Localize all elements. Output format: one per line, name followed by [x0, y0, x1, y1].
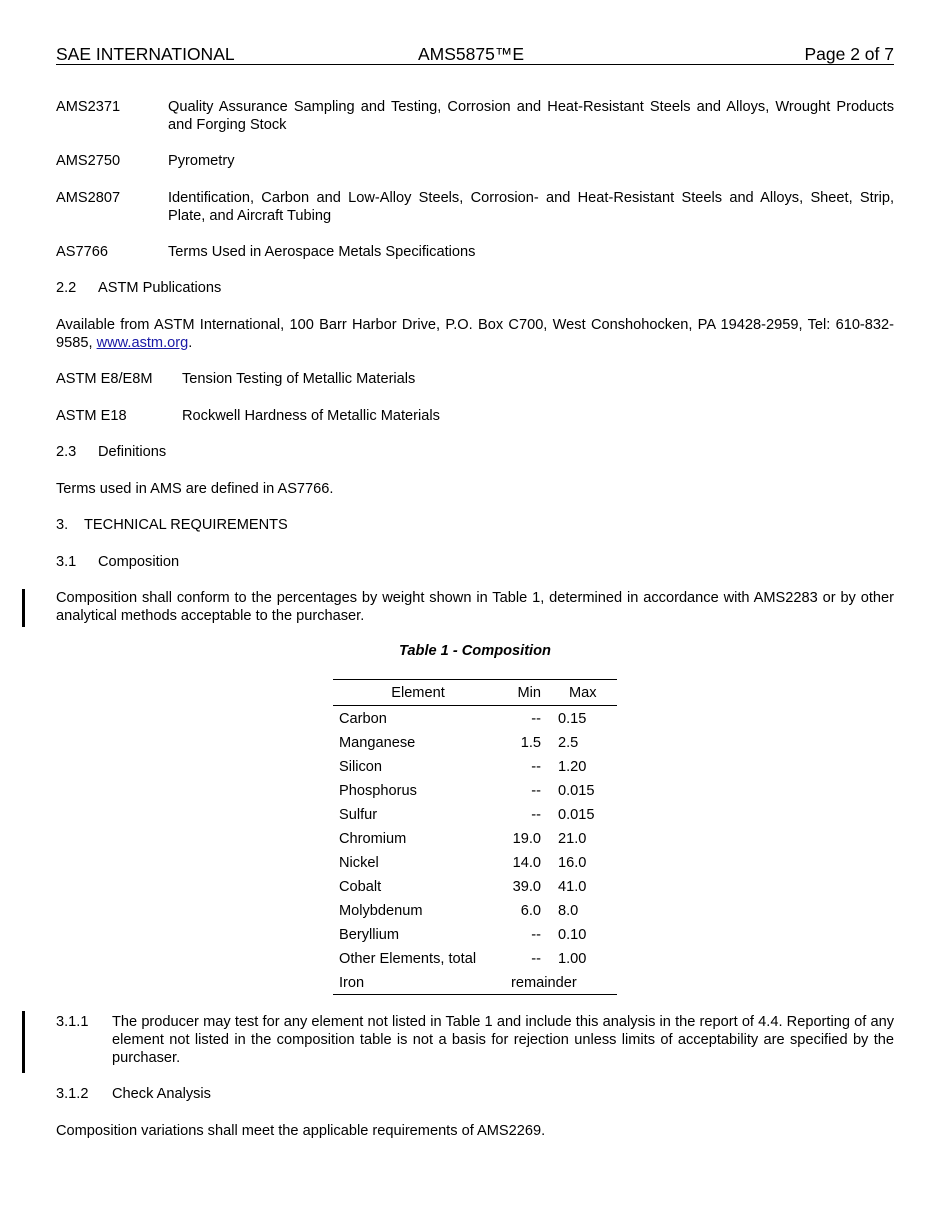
- section-number: 3.1: [56, 554, 77, 570]
- cell-max: 21.0: [558, 831, 587, 847]
- cell-min: 39.0: [512, 879, 541, 895]
- section-title: Composition: [98, 554, 180, 570]
- cell-element: Iron: [339, 975, 365, 991]
- reference-item: [56, 152, 894, 170]
- cell-element: Manganese: [339, 735, 416, 751]
- astm-availability-tail: .: [188, 335, 193, 351]
- section-body: The producer may test for any element not listed in Table 1 and include this analysis in the report of 4.4. Reporting of any element not listed in the composition table is not a basis for rejection unless limits of acceptability are specified by the purchaser.: [112, 1014, 894, 1066]
- section-title: Definitions: [98, 444, 167, 460]
- reference-code: ASTM E8/E8M: [56, 371, 153, 387]
- section-heading-3-1-2: [56, 1085, 894, 1103]
- section-heading-3: [56, 516, 894, 534]
- table-row: [333, 946, 617, 970]
- cell-remainder: remainder: [511, 975, 577, 991]
- cell-min: --: [531, 759, 541, 775]
- reference-item: [56, 370, 894, 388]
- reference-code: AS7766: [56, 244, 108, 260]
- cell-max: 0.015: [558, 807, 595, 823]
- cell-min: --: [531, 807, 541, 823]
- revision-change-bar: [22, 589, 25, 627]
- table-row: [333, 730, 617, 754]
- header-max: Max: [569, 685, 597, 701]
- table-row: [333, 898, 617, 922]
- table-caption: Table 1 - Composition: [399, 643, 551, 659]
- cell-element: Cobalt: [339, 879, 382, 895]
- cell-max: 0.10: [558, 927, 587, 943]
- revision-change-bar: [22, 1011, 25, 1073]
- cell-min: 6.0: [520, 903, 541, 919]
- cell-max: 8.0: [558, 903, 579, 919]
- reference-title: Identification, Carbon and Low-Alloy Steels, Corrosion- and Heat-Resistant Steels and Alloys, Sheet, Strip, Plate, and Aircraft Tubing: [168, 190, 894, 224]
- section-heading-3-1: [56, 553, 894, 571]
- reference-code: AMS2371: [56, 99, 121, 115]
- table-row: [333, 850, 617, 874]
- table-row: [333, 922, 617, 946]
- cell-element: Phosphorus: [339, 783, 417, 799]
- header-org: SAE INTERNATIONAL: [56, 44, 235, 64]
- cell-max: 1.00: [558, 951, 587, 967]
- cell-max: 16.0: [558, 855, 587, 871]
- section-title: TECHNICAL REQUIREMENTS: [84, 517, 288, 533]
- table-row: [333, 874, 617, 898]
- section-3-1-1: [56, 1013, 894, 1067]
- section-title: ASTM Publications: [98, 280, 222, 296]
- cell-element: Beryllium: [339, 927, 400, 943]
- astm-website-link[interactable]: www.astm.org: [96, 335, 189, 351]
- cell-element: Molybdenum: [339, 903, 423, 919]
- reference-code: AMS2750: [56, 153, 121, 169]
- cell-min: --: [531, 951, 541, 967]
- reference-title: Terms Used in Aerospace Metals Specifications: [168, 244, 476, 260]
- astm-availability-paragraph: [56, 316, 894, 352]
- reference-title: Rockwell Hardness of Metallic Materials: [182, 408, 440, 424]
- header-doc-number: AMS5875™E: [418, 44, 525, 64]
- reference-code: AMS2807: [56, 190, 121, 206]
- header-element: Element: [391, 685, 445, 701]
- section-number: 2.3: [56, 444, 77, 460]
- cell-max: 0.15: [558, 711, 587, 727]
- cell-min: 1.5: [520, 735, 541, 751]
- cell-element: Sulfur: [339, 807, 378, 823]
- section-heading-2-2: [56, 279, 894, 297]
- cell-min: --: [531, 927, 541, 943]
- table-row: [333, 826, 617, 850]
- reference-code: ASTM E18: [56, 408, 127, 424]
- section-heading-2-3: [56, 443, 894, 461]
- definitions-paragraph: Terms used in AMS are defined in AS7766.: [56, 481, 334, 497]
- cell-max: 2.5: [558, 735, 579, 751]
- table-row: [333, 778, 617, 802]
- reference-item: [56, 243, 894, 261]
- cell-element: Chromium: [339, 831, 407, 847]
- table-row: [333, 802, 617, 826]
- cell-min: --: [531, 711, 541, 727]
- header-min: Min: [517, 685, 541, 701]
- composition-paragraph: Composition shall conform to the percentages by weight shown in Table 1, determined in accordance with AMS2283 or by other analytical methods acceptable to the purchaser.: [56, 590, 894, 624]
- table-row: [333, 754, 617, 778]
- section-number: 3.1.2: [56, 1086, 89, 1102]
- section-number: 2.2: [56, 280, 77, 296]
- cell-max: 1.20: [558, 759, 587, 775]
- table-header-row: [333, 680, 617, 706]
- table-row: [333, 970, 617, 994]
- composition-table: [333, 679, 617, 995]
- page-header: [56, 44, 894, 65]
- reference-title: Tension Testing of Metallic Materials: [182, 371, 416, 387]
- header-page-number: Page 2 of 7: [804, 44, 894, 64]
- cell-min: 19.0: [512, 831, 541, 847]
- section-number: 3.: [56, 517, 69, 533]
- cell-element: Silicon: [339, 759, 382, 775]
- check-analysis-paragraph: Composition variations shall meet the applicable requirements of AMS2269.: [56, 1123, 546, 1139]
- reference-item: [56, 189, 894, 225]
- cell-min: --: [531, 783, 541, 799]
- reference-item: [56, 98, 894, 134]
- cell-element: Other Elements, total: [339, 951, 477, 967]
- cell-element: Carbon: [339, 711, 387, 727]
- section-title: Check Analysis: [112, 1086, 211, 1102]
- cell-min: 14.0: [512, 855, 541, 871]
- cell-max: 41.0: [558, 879, 587, 895]
- astm-availability-text: Available from ASTM International, 100 Barr Harbor Drive, P.O. Box C700, West Conshohocken, PA 19428-2959, Tel: 610-832-9585,: [56, 317, 894, 351]
- table-row: [333, 706, 617, 730]
- cell-max: 0.015: [558, 783, 595, 799]
- reference-title: Quality Assurance Sampling and Testing, Corrosion and Heat-Resistant Steels and Alloys, Wrought Products and Forging Stock: [168, 99, 894, 133]
- section-number: 3.1.1: [56, 1014, 89, 1030]
- reference-title: Pyrometry: [168, 153, 235, 169]
- reference-item: [56, 407, 894, 425]
- cell-element: Nickel: [339, 855, 379, 871]
